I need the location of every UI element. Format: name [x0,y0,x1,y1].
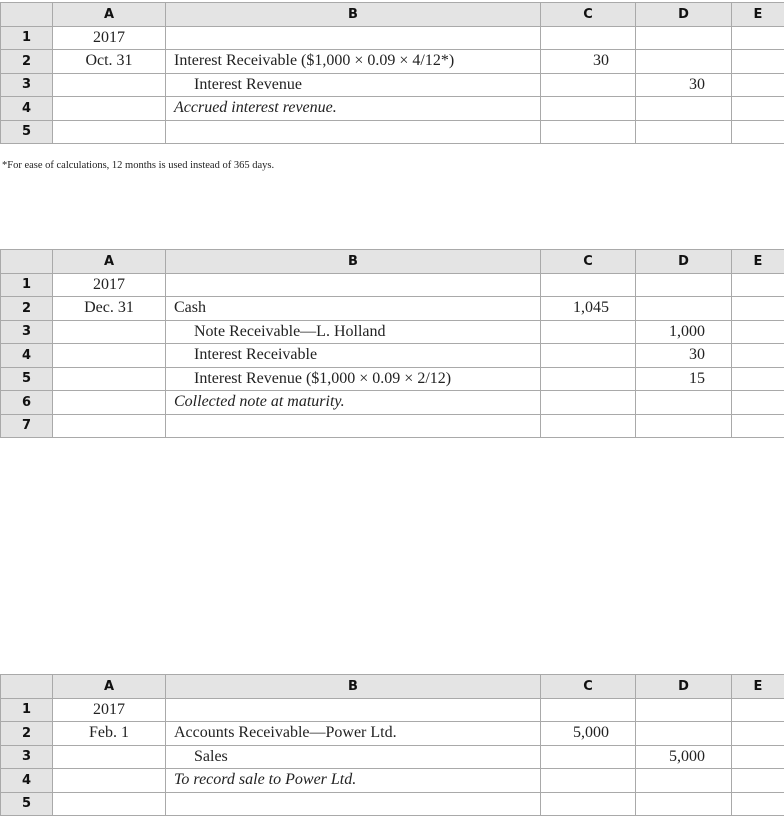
cell-d[interactable]: 15 [636,367,732,391]
cell-c[interactable]: 30 [541,50,636,74]
table-row [1,120,784,144]
table-row [1,792,784,816]
cell-c[interactable] [541,73,636,97]
cell-b[interactable]: Accrued interest revenue. [166,97,541,121]
table-row [1,769,784,793]
cell-b[interactable] [166,26,541,50]
cell-d[interactable]: 30 [636,73,732,97]
cell-a[interactable] [53,120,166,144]
table-row [1,97,784,121]
cell-d[interactable]: 1,000 [636,320,732,344]
column-header-row [1,675,784,699]
cell-b[interactable]: Interest Revenue ($1,000 × 0.09 × 2/12) [166,367,541,391]
row-header[interactable]: 2 [1,297,53,321]
cell-a[interactable] [53,344,166,368]
cell-a[interactable] [53,320,166,344]
cell-c[interactable] [541,391,636,415]
column-header-c[interactable]: C [541,3,636,27]
cell-d[interactable] [636,769,732,793]
cell-e[interactable] [732,50,784,74]
row-header[interactable]: 5 [1,367,53,391]
table-row [1,297,784,321]
cell-c[interactable] [541,273,636,297]
cell-e[interactable] [732,391,784,415]
table-row [1,320,784,344]
cell-e[interactable] [732,698,784,722]
cell-e[interactable] [732,414,784,438]
column-header-a[interactable]: A [53,3,166,27]
cell-d[interactable] [636,414,732,438]
cell-c[interactable] [541,367,636,391]
cell-a[interactable]: Dec. 31 [53,297,166,321]
cell-d[interactable] [636,50,732,74]
table-row [1,698,784,722]
cell-b[interactable] [166,120,541,144]
cell-e[interactable] [732,297,784,321]
column-header-b[interactable]: B [166,3,541,27]
corner-cell[interactable] [1,3,53,27]
cell-e[interactable] [732,769,784,793]
cell-e[interactable] [732,344,784,368]
cell-a[interactable]: 2017 [53,273,166,297]
cell-a[interactable] [53,745,166,769]
cell-b[interactable]: Collected note at maturity. [166,391,541,415]
journal-sheet-2 [0,249,784,438]
column-header-a[interactable]: A [53,250,166,274]
column-header-d[interactable]: D [636,3,732,27]
cell-a[interactable] [53,414,166,438]
cell-a[interactable]: 2017 [53,698,166,722]
table-row [1,367,784,391]
cell-a[interactable]: 2017 [53,26,166,50]
column-header-d[interactable]: D [636,675,732,699]
cell-b[interactable] [166,273,541,297]
cell-d[interactable]: 5,000 [636,745,732,769]
cell-a[interactable] [53,73,166,97]
cell-d[interactable] [636,120,732,144]
cell-d[interactable] [636,97,732,121]
table-row [1,273,784,297]
cell-d[interactable] [636,26,732,50]
cell-e[interactable] [732,97,784,121]
cell-d[interactable] [636,297,732,321]
cell-b[interactable]: Interest Revenue [166,73,541,97]
cell-d[interactable] [636,698,732,722]
cell-b[interactable] [166,792,541,816]
table-row [1,344,784,368]
row-header[interactable]: 1 [1,698,53,722]
row-header[interactable]: 6 [1,391,53,415]
column-header-c[interactable]: C [541,675,636,699]
cell-c[interactable] [541,120,636,144]
table-row [1,722,784,746]
cell-c[interactable] [541,97,636,121]
cell-a[interactable] [53,792,166,816]
cell-e[interactable] [732,273,784,297]
cell-d[interactable] [636,273,732,297]
table-row [1,414,784,438]
table-row [1,26,784,50]
table-row [1,73,784,97]
corner-cell[interactable] [1,675,53,699]
row-header[interactable]: 5 [1,120,53,144]
cell-a[interactable] [53,769,166,793]
cell-e[interactable] [732,722,784,746]
cell-d[interactable] [636,722,732,746]
column-header-b[interactable]: B [166,675,541,699]
cell-b[interactable]: Accounts Receivable—Power Ltd. [166,722,541,746]
cell-c[interactable] [541,26,636,50]
cell-c[interactable] [541,698,636,722]
cell-d[interactable] [636,792,732,816]
column-header-e[interactable]: E [732,675,784,699]
cell-a[interactable] [53,97,166,121]
row-header[interactable]: 4 [1,344,53,368]
cell-b[interactable]: To record sale to Power Ltd. [166,769,541,793]
column-header-e[interactable]: E [732,3,784,27]
cell-d[interactable]: 30 [636,344,732,368]
row-header[interactable]: 3 [1,320,53,344]
cell-a[interactable] [53,367,166,391]
cell-b[interactable] [166,698,541,722]
row-header[interactable]: 3 [1,745,53,769]
cell-a[interactable]: Feb. 1 [53,722,166,746]
cell-b[interactable]: Note Receivable—L. Holland [166,320,541,344]
cell-c[interactable]: 1,045 [541,297,636,321]
cell-e[interactable] [732,320,784,344]
row-header[interactable]: 4 [1,97,53,121]
cell-b[interactable] [166,414,541,438]
table-row [1,391,784,415]
row-header[interactable]: 1 [1,26,53,50]
table-row [1,745,784,769]
row-header[interactable]: 7 [1,414,53,438]
cell-a[interactable]: Oct. 31 [53,50,166,74]
column-header-e[interactable]: E [732,250,784,274]
cell-e[interactable] [732,367,784,391]
cell-e[interactable] [732,73,784,97]
journal-sheet-1 [0,2,784,144]
cell-e[interactable] [732,120,784,144]
cell-a[interactable] [53,391,166,415]
row-header[interactable]: 2 [1,50,53,74]
cell-b[interactable]: Interest Receivable ($1,000 × 0.09 × 4/12*) [166,50,541,74]
cell-e[interactable] [732,792,784,816]
cell-e[interactable] [732,745,784,769]
cell-c[interactable] [541,344,636,368]
cell-e[interactable] [732,26,784,50]
cell-c[interactable] [541,745,636,769]
row-header[interactable]: 4 [1,769,53,793]
journal-sheet-3 [0,674,784,816]
cell-b[interactable]: Interest Receivable [166,344,541,368]
row-header[interactable]: 5 [1,792,53,816]
column-header-d[interactable]: D [636,250,732,274]
cell-b[interactable]: Sales [166,745,541,769]
cell-c[interactable] [541,320,636,344]
column-header-a[interactable]: A [53,675,166,699]
cell-d[interactable] [636,391,732,415]
cell-c[interactable] [541,769,636,793]
row-header[interactable]: 2 [1,722,53,746]
cell-c[interactable]: 5,000 [541,722,636,746]
table-row [1,50,784,74]
cell-c[interactable] [541,414,636,438]
corner-cell[interactable] [1,250,53,274]
cell-c[interactable] [541,792,636,816]
row-header[interactable]: 1 [1,273,53,297]
row-header[interactable]: 3 [1,73,53,97]
column-header-c[interactable]: C [541,250,636,274]
cell-b[interactable]: Cash [166,297,541,321]
column-header-row [1,3,784,27]
column-header-b[interactable]: B [166,250,541,274]
footnote: *For ease of calculations, 12 months is used instead of 365 days. [2,160,275,171]
column-header-row [1,250,784,274]
